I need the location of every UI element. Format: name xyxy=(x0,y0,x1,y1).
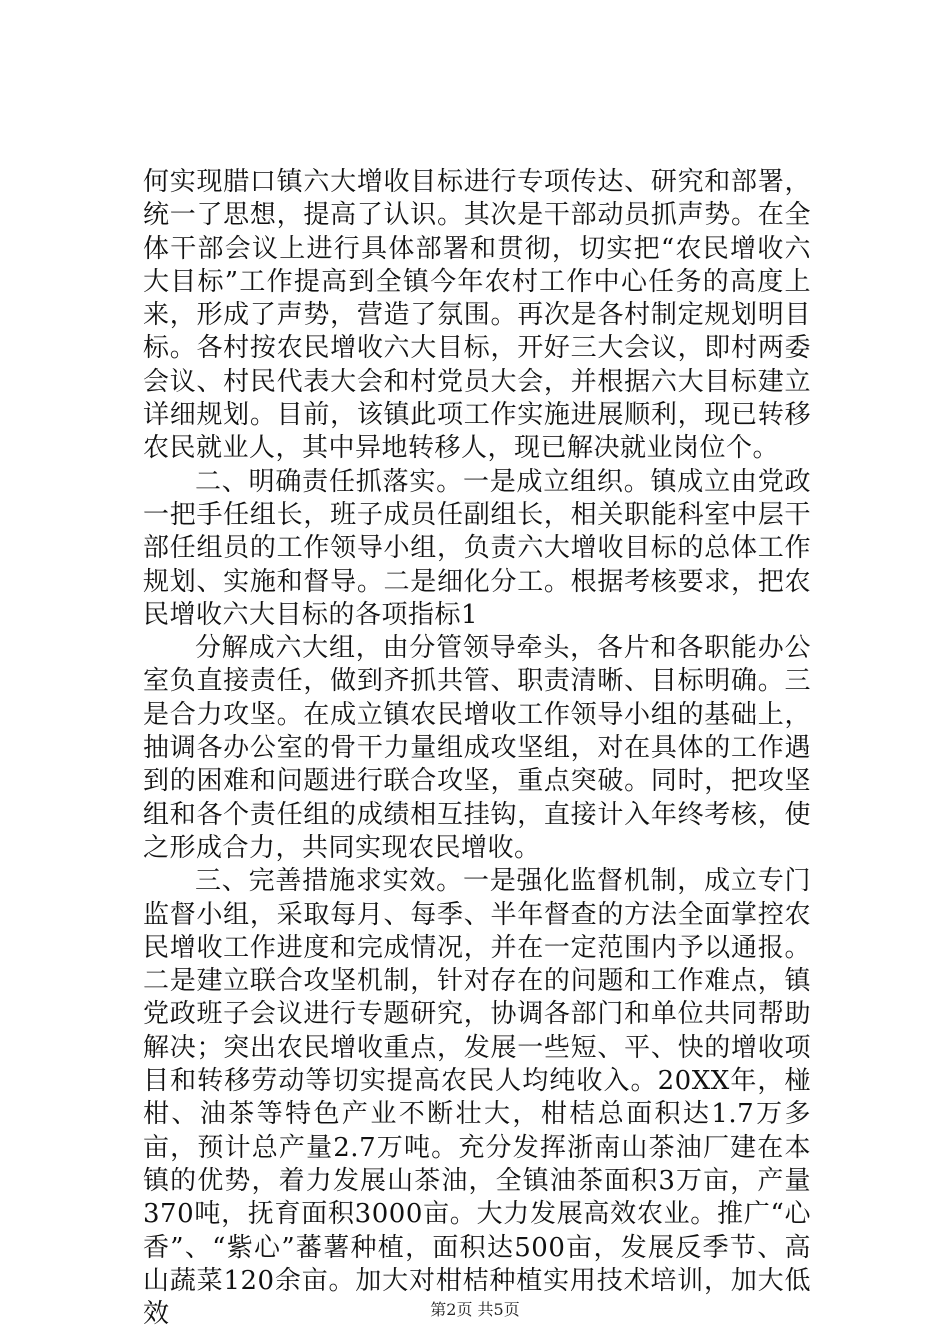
page-number-label: 第2页 共5页 xyxy=(430,1300,520,1319)
page-footer xyxy=(0,1300,950,1320)
paragraph-continuation: 何实现腊口镇六大增收目标进行专项传达、研究和部署，统一了思想，提高了认识。其次是干部动员抓声势。在全体干部会议上进行具体部署和贯彻，切实把“农民增收六大目标”工作提高到全镇今年农村工作中心任务的高度上来，形成了声势，营造了氛围。再次是各村制定规划明目标。各村按农民增收六大目标，开好三大会议，即村两委会议、村民代表大会和村党员大会，并根据六大目标建立详细规划。目前，该镇此项工作实施进展顺利，现已转移农民就业人，其中异地转移人，现已解决就业岗位个。 xyxy=(143,167,811,464)
document-body xyxy=(143,166,811,1331)
paragraph-section-two-continued: 分解成六大组，由分管领导牵头，各片和各职能办公室负直接责任，做到齐抓共管、职责清晰、目标明确。三是合力攻坚。在成立镇农民增收工作领导小组的基础上，抽调各办公室的骨干力量组成攻坚组，对在具体的工作遇到的困难和问题进行联合攻坚，重点突破。同时，把攻坚组和各个责任组的成绩相互挂钩，直接计入年终考核，使之形成合力，共同实现农民增收。 xyxy=(143,633,811,863)
paragraph-section-three: 三、完善措施求实效。一是强化监督机制，成立专门监督小组，采取每月、每季、半年督查的方法全面掌控农民增收工作进度和完成情况，并在一定范围内予以通报。二是建立联合攻坚机制，针对存在的问题和工作难点，镇党政班子会议进行专题研究，协调各部门和单位共同帮助解决；突出农民增收重点，发展一些短、平、快的增收项目和转移劳动等切实提高农民人均纯收入。20XX年，椪柑、油茶等特色产业不断壮大，柑桔总面积达1.7万多亩，预计总产量2.7万吨。充分发挥浙南山茶油厂建在本镇的优势，着力发展山茶油，全镇油茶面积3万亩，产量370吨，抚育面积3000亩。大力发展高效农业。推广“心香”、“紫心”蕃薯种植，面积达500亩，发展反季节、高山蔬菜120余亩。加大对柑桔种植实用技术培训，加大低效 xyxy=(143,866,811,1330)
paragraph-section-two: 二、明确责任抓落实。一是成立组织。镇成立由党政一把手任组长，班子成员任副组长，相关职能科室中层干部任组员的工作领导小组，负责六大增收目标的总体工作规划、实施和督导。二是细化分工。根据考核要求，把农民增收六大目标的各项指标1 xyxy=(143,466,811,630)
